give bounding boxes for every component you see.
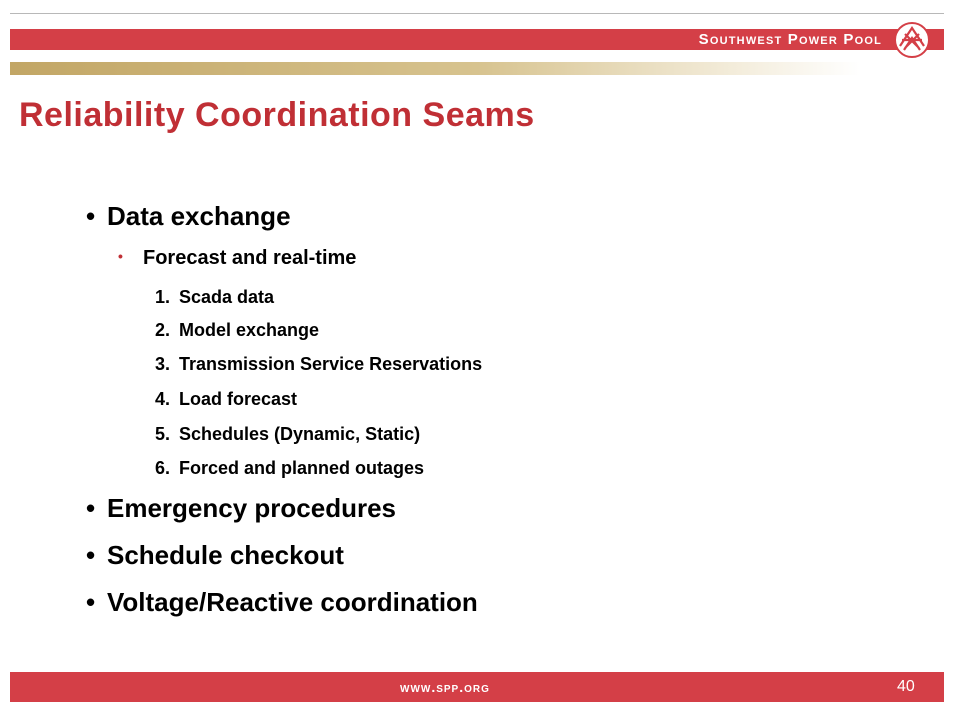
bullet-emergency-procedures — [86, 493, 396, 524]
item-text: Forced and planned outages — [179, 458, 425, 478]
brand-name: Southwest Power Pool — [698, 31, 882, 48]
bullet-icon: • — [86, 587, 96, 617]
bullet-text: Data exchange — [107, 201, 291, 231]
bullet-icon: • — [86, 201, 96, 231]
bullet-schedule-checkout — [86, 540, 344, 571]
bullet-text: Voltage/Reactive coordination — [107, 587, 478, 617]
footer-url[interactable]: www.spp.org — [400, 679, 490, 695]
bullet-text: Emergency procedures — [107, 493, 397, 523]
numbered-item — [155, 424, 420, 445]
sub-bullet-forecast — [118, 247, 356, 270]
numbered-item — [155, 458, 424, 479]
item-text: Transmission Service Reservations — [179, 354, 483, 374]
numbered-item — [155, 287, 274, 308]
item-text: Scada data — [179, 287, 275, 307]
item-text: Load forecast — [179, 389, 298, 409]
item-number: 6. — [155, 458, 171, 478]
bullet-text: Schedule checkout — [107, 540, 344, 570]
bullet-icon: • — [118, 248, 123, 264]
item-text: Model exchange — [179, 320, 320, 340]
slide-title: Reliability Coordination Seams — [19, 96, 535, 134]
item-text: Schedules (Dynamic, Static) — [179, 424, 421, 444]
numbered-item — [155, 320, 319, 341]
item-number: 3. — [155, 354, 171, 374]
item-number: 5. — [155, 424, 171, 444]
item-number: 1. — [155, 287, 171, 307]
bullet-icon: • — [86, 493, 96, 523]
item-number: 4. — [155, 389, 171, 409]
bullet-voltage-reactive — [86, 587, 478, 618]
bullet-data-exchange — [86, 201, 291, 232]
numbered-item — [155, 354, 482, 375]
numbered-item — [155, 389, 297, 410]
page-number: 40 — [897, 678, 915, 695]
sub-bullet-text: Forecast and real-time — [143, 247, 357, 269]
bullet-icon: • — [86, 540, 96, 570]
item-number: 2. — [155, 320, 171, 340]
